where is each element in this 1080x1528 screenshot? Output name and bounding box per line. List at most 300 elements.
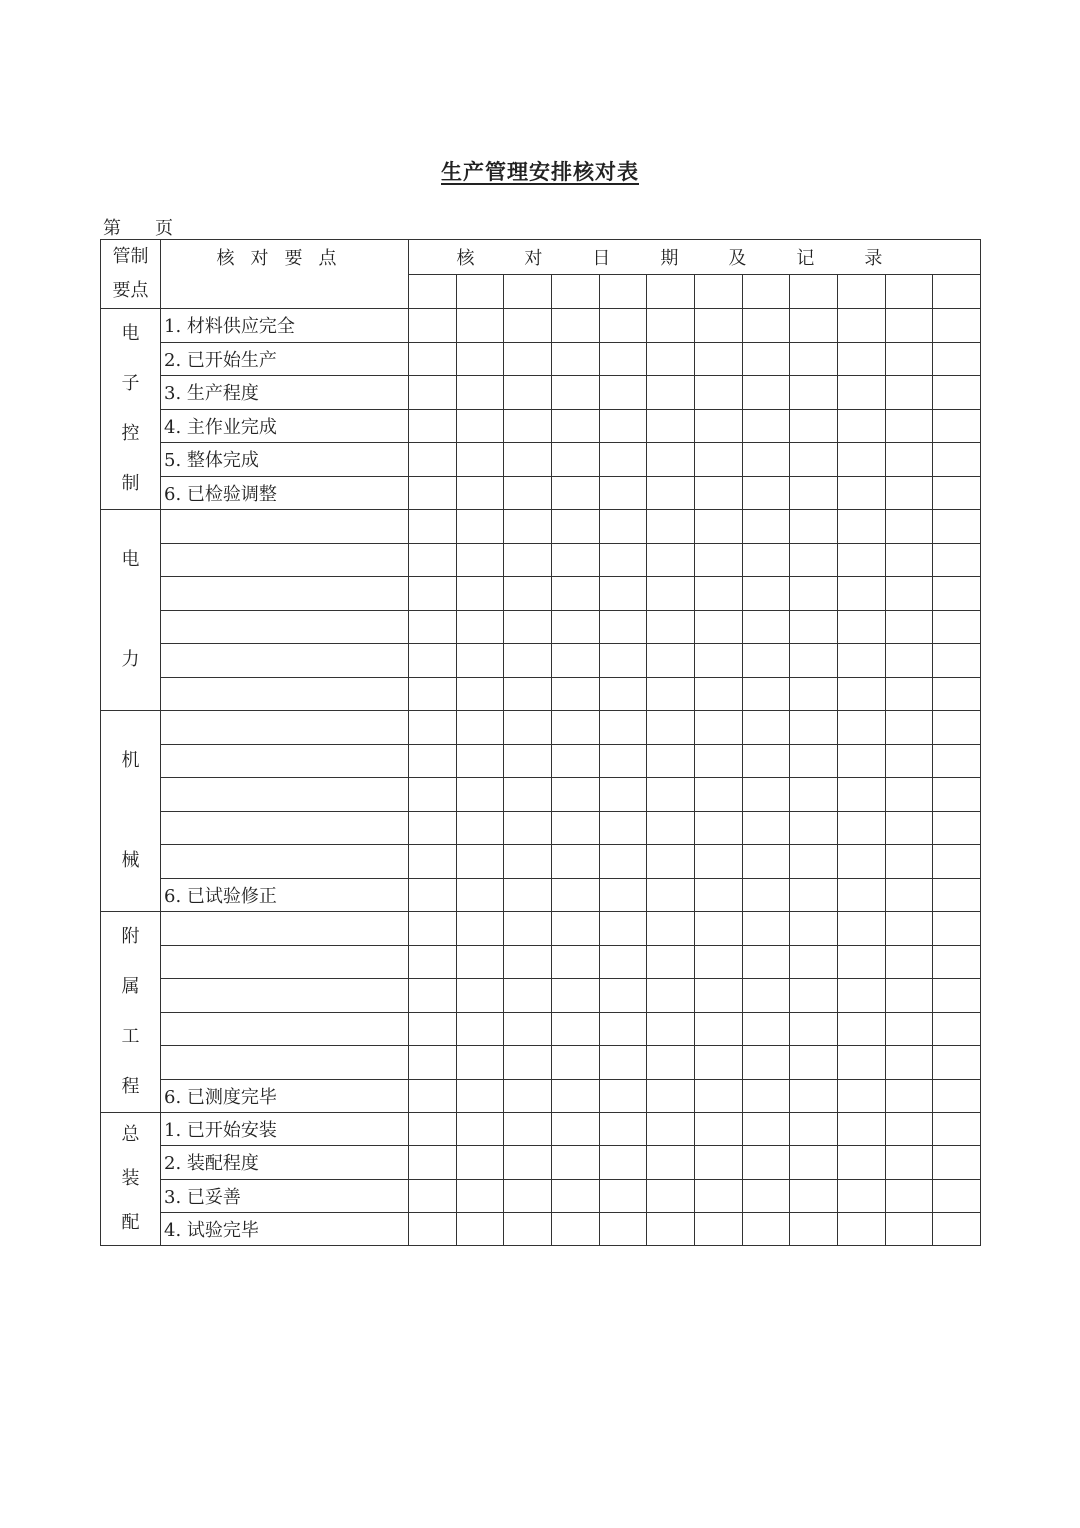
record-cell[interactable]	[742, 309, 790, 343]
date-column-cell[interactable]	[790, 274, 838, 309]
record-cell[interactable]	[456, 1113, 504, 1146]
record-cell[interactable]	[551, 744, 599, 778]
record-cell[interactable]	[409, 1212, 457, 1245]
record-cell[interactable]	[837, 1012, 885, 1046]
record-cell[interactable]	[694, 543, 742, 577]
record-cell[interactable]	[504, 1113, 552, 1146]
record-cell[interactable]	[742, 376, 790, 410]
record-cell[interactable]	[837, 979, 885, 1013]
record-cell[interactable]	[837, 1146, 885, 1179]
record-cell[interactable]	[456, 443, 504, 477]
record-cell[interactable]	[456, 811, 504, 845]
record-cell[interactable]	[504, 1012, 552, 1046]
record-cell[interactable]	[885, 443, 933, 477]
record-cell[interactable]	[456, 1146, 504, 1179]
record-cell[interactable]	[456, 945, 504, 979]
record-cell[interactable]	[456, 979, 504, 1013]
record-cell[interactable]	[409, 811, 457, 845]
record-cell[interactable]	[885, 744, 933, 778]
record-cell[interactable]	[694, 677, 742, 711]
record-cell[interactable]	[599, 878, 647, 912]
record-cell[interactable]	[837, 845, 885, 879]
record-cell[interactable]	[933, 1012, 981, 1046]
record-cell[interactable]	[885, 912, 933, 946]
record-cell[interactable]	[933, 811, 981, 845]
record-cell[interactable]	[647, 1179, 695, 1212]
record-cell[interactable]	[885, 577, 933, 611]
record-cell[interactable]	[790, 577, 838, 611]
record-cell[interactable]	[599, 376, 647, 410]
record-cell[interactable]	[551, 979, 599, 1013]
record-cell[interactable]	[933, 476, 981, 510]
record-cell[interactable]	[456, 610, 504, 644]
record-cell[interactable]	[790, 1212, 838, 1245]
record-cell[interactable]	[409, 1179, 457, 1212]
record-cell[interactable]	[456, 744, 504, 778]
record-cell[interactable]	[599, 711, 647, 745]
record-cell[interactable]	[837, 309, 885, 343]
record-cell[interactable]	[790, 811, 838, 845]
record-cell[interactable]	[790, 744, 838, 778]
date-column-cell[interactable]	[647, 274, 695, 309]
record-cell[interactable]	[837, 476, 885, 510]
record-cell[interactable]	[456, 845, 504, 879]
record-cell[interactable]	[647, 878, 695, 912]
record-cell[interactable]	[837, 711, 885, 745]
record-cell[interactable]	[599, 543, 647, 577]
date-column-cell[interactable]	[504, 274, 552, 309]
record-cell[interactable]	[742, 342, 790, 376]
record-cell[interactable]	[742, 644, 790, 678]
record-cell[interactable]	[933, 878, 981, 912]
record-cell[interactable]	[647, 912, 695, 946]
record-cell[interactable]	[742, 1113, 790, 1146]
record-cell[interactable]	[647, 1012, 695, 1046]
record-cell[interactable]	[647, 543, 695, 577]
record-cell[interactable]	[885, 309, 933, 343]
record-cell[interactable]	[647, 577, 695, 611]
record-cell[interactable]	[837, 744, 885, 778]
record-cell[interactable]	[504, 309, 552, 343]
record-cell[interactable]	[504, 845, 552, 879]
record-cell[interactable]	[599, 845, 647, 879]
record-cell[interactable]	[599, 1179, 647, 1212]
record-cell[interactable]	[599, 677, 647, 711]
record-cell[interactable]	[551, 644, 599, 678]
record-cell[interactable]	[456, 409, 504, 443]
record-cell[interactable]	[504, 811, 552, 845]
record-cell[interactable]	[885, 1012, 933, 1046]
record-cell[interactable]	[885, 1179, 933, 1212]
record-cell[interactable]	[551, 476, 599, 510]
record-cell[interactable]	[837, 945, 885, 979]
record-cell[interactable]	[694, 711, 742, 745]
record-cell[interactable]	[599, 1113, 647, 1146]
record-cell[interactable]	[409, 1113, 457, 1146]
record-cell[interactable]	[504, 979, 552, 1013]
record-cell[interactable]	[885, 878, 933, 912]
record-cell[interactable]	[551, 543, 599, 577]
record-cell[interactable]	[551, 1113, 599, 1146]
record-cell[interactable]	[409, 376, 457, 410]
record-cell[interactable]	[647, 711, 695, 745]
record-cell[interactable]	[790, 543, 838, 577]
record-cell[interactable]	[837, 510, 885, 544]
record-cell[interactable]	[885, 711, 933, 745]
record-cell[interactable]	[742, 945, 790, 979]
record-cell[interactable]	[885, 778, 933, 812]
date-column-cell[interactable]	[694, 274, 742, 309]
record-cell[interactable]	[694, 945, 742, 979]
record-cell[interactable]	[409, 1012, 457, 1046]
record-cell[interactable]	[456, 1212, 504, 1245]
record-cell[interactable]	[409, 912, 457, 946]
record-cell[interactable]	[742, 1012, 790, 1046]
date-column-cell[interactable]	[885, 274, 933, 309]
record-cell[interactable]	[551, 409, 599, 443]
record-cell[interactable]	[599, 342, 647, 376]
record-cell[interactable]	[837, 610, 885, 644]
record-cell[interactable]	[790, 878, 838, 912]
record-cell[interactable]	[837, 1113, 885, 1146]
record-cell[interactable]	[933, 510, 981, 544]
record-cell[interactable]	[456, 476, 504, 510]
record-cell[interactable]	[409, 443, 457, 477]
record-cell[interactable]	[742, 912, 790, 946]
record-cell[interactable]	[647, 342, 695, 376]
record-cell[interactable]	[694, 510, 742, 544]
record-cell[interactable]	[837, 409, 885, 443]
record-cell[interactable]	[790, 644, 838, 678]
record-cell[interactable]	[694, 912, 742, 946]
record-cell[interactable]	[504, 610, 552, 644]
record-cell[interactable]	[694, 644, 742, 678]
record-cell[interactable]	[933, 845, 981, 879]
record-cell[interactable]	[790, 476, 838, 510]
record-cell[interactable]	[551, 677, 599, 711]
record-cell[interactable]	[837, 1212, 885, 1245]
record-cell[interactable]	[885, 476, 933, 510]
record-cell[interactable]	[694, 878, 742, 912]
record-cell[interactable]	[551, 1146, 599, 1179]
record-cell[interactable]	[504, 443, 552, 477]
record-cell[interactable]	[742, 510, 790, 544]
record-cell[interactable]	[599, 443, 647, 477]
record-cell[interactable]	[837, 1046, 885, 1080]
record-cell[interactable]	[790, 309, 838, 343]
record-cell[interactable]	[837, 778, 885, 812]
record-cell[interactable]	[790, 1113, 838, 1146]
record-cell[interactable]	[694, 309, 742, 343]
record-cell[interactable]	[933, 1212, 981, 1245]
record-cell[interactable]	[933, 912, 981, 946]
record-cell[interactable]	[599, 811, 647, 845]
record-cell[interactable]	[504, 778, 552, 812]
record-cell[interactable]	[647, 443, 695, 477]
record-cell[interactable]	[647, 1212, 695, 1245]
record-cell[interactable]	[790, 677, 838, 711]
date-column-cell[interactable]	[933, 274, 981, 309]
record-cell[interactable]	[647, 811, 695, 845]
record-cell[interactable]	[551, 878, 599, 912]
record-cell[interactable]	[504, 912, 552, 946]
record-cell[interactable]	[694, 778, 742, 812]
record-cell[interactable]	[742, 1212, 790, 1245]
record-cell[interactable]	[599, 1146, 647, 1179]
record-cell[interactable]	[504, 1079, 552, 1113]
record-cell[interactable]	[933, 1046, 981, 1080]
record-cell[interactable]	[456, 644, 504, 678]
record-cell[interactable]	[933, 309, 981, 343]
record-cell[interactable]	[742, 845, 790, 879]
record-cell[interactable]	[742, 577, 790, 611]
record-cell[interactable]	[933, 1179, 981, 1212]
record-cell[interactable]	[551, 309, 599, 343]
record-cell[interactable]	[409, 342, 457, 376]
record-cell[interactable]	[694, 744, 742, 778]
record-cell[interactable]	[409, 979, 457, 1013]
record-cell[interactable]	[456, 510, 504, 544]
record-cell[interactable]	[647, 1113, 695, 1146]
record-cell[interactable]	[790, 409, 838, 443]
record-cell[interactable]	[647, 744, 695, 778]
record-cell[interactable]	[551, 845, 599, 879]
record-cell[interactable]	[933, 979, 981, 1013]
record-cell[interactable]	[790, 778, 838, 812]
record-cell[interactable]	[933, 1079, 981, 1113]
record-cell[interactable]	[504, 744, 552, 778]
date-column-cell[interactable]	[837, 274, 885, 309]
record-cell[interactable]	[551, 610, 599, 644]
record-cell[interactable]	[933, 677, 981, 711]
record-cell[interactable]	[551, 577, 599, 611]
record-cell[interactable]	[790, 443, 838, 477]
record-cell[interactable]	[885, 979, 933, 1013]
record-cell[interactable]	[885, 510, 933, 544]
record-cell[interactable]	[409, 945, 457, 979]
record-cell[interactable]	[790, 979, 838, 1013]
record-cell[interactable]	[885, 342, 933, 376]
record-cell[interactable]	[409, 510, 457, 544]
record-cell[interactable]	[885, 945, 933, 979]
record-cell[interactable]	[885, 811, 933, 845]
record-cell[interactable]	[694, 1046, 742, 1080]
record-cell[interactable]	[551, 510, 599, 544]
record-cell[interactable]	[647, 610, 695, 644]
record-cell[interactable]	[647, 476, 695, 510]
record-cell[interactable]	[409, 644, 457, 678]
record-cell[interactable]	[409, 711, 457, 745]
record-cell[interactable]	[694, 610, 742, 644]
record-cell[interactable]	[885, 644, 933, 678]
record-cell[interactable]	[504, 342, 552, 376]
record-cell[interactable]	[742, 979, 790, 1013]
record-cell[interactable]	[504, 711, 552, 745]
record-cell[interactable]	[837, 1179, 885, 1212]
record-cell[interactable]	[933, 342, 981, 376]
record-cell[interactable]	[933, 1113, 981, 1146]
record-cell[interactable]	[409, 1079, 457, 1113]
record-cell[interactable]	[933, 543, 981, 577]
record-cell[interactable]	[742, 744, 790, 778]
record-cell[interactable]	[551, 1079, 599, 1113]
record-cell[interactable]	[647, 845, 695, 879]
record-cell[interactable]	[504, 1212, 552, 1245]
record-cell[interactable]	[790, 711, 838, 745]
record-cell[interactable]	[790, 845, 838, 879]
record-cell[interactable]	[742, 778, 790, 812]
record-cell[interactable]	[885, 610, 933, 644]
record-cell[interactable]	[837, 912, 885, 946]
record-cell[interactable]	[933, 711, 981, 745]
record-cell[interactable]	[599, 1079, 647, 1113]
record-cell[interactable]	[885, 1212, 933, 1245]
record-cell[interactable]	[694, 443, 742, 477]
record-cell[interactable]	[694, 476, 742, 510]
record-cell[interactable]	[694, 1113, 742, 1146]
record-cell[interactable]	[647, 409, 695, 443]
record-cell[interactable]	[694, 845, 742, 879]
record-cell[interactable]	[409, 610, 457, 644]
record-cell[interactable]	[933, 443, 981, 477]
record-cell[interactable]	[409, 778, 457, 812]
record-cell[interactable]	[456, 677, 504, 711]
record-cell[interactable]	[933, 577, 981, 611]
record-cell[interactable]	[599, 476, 647, 510]
record-cell[interactable]	[742, 1179, 790, 1212]
record-cell[interactable]	[742, 677, 790, 711]
record-cell[interactable]	[551, 1179, 599, 1212]
record-cell[interactable]	[790, 1079, 838, 1113]
record-cell[interactable]	[456, 1046, 504, 1080]
record-cell[interactable]	[742, 878, 790, 912]
record-cell[interactable]	[647, 1146, 695, 1179]
record-cell[interactable]	[504, 409, 552, 443]
record-cell[interactable]	[409, 1046, 457, 1080]
record-cell[interactable]	[599, 1012, 647, 1046]
record-cell[interactable]	[694, 342, 742, 376]
record-cell[interactable]	[551, 443, 599, 477]
record-cell[interactable]	[647, 1079, 695, 1113]
record-cell[interactable]	[409, 677, 457, 711]
record-cell[interactable]	[647, 644, 695, 678]
record-cell[interactable]	[837, 443, 885, 477]
record-cell[interactable]	[504, 945, 552, 979]
record-cell[interactable]	[837, 811, 885, 845]
record-cell[interactable]	[933, 376, 981, 410]
record-cell[interactable]	[933, 778, 981, 812]
record-cell[interactable]	[504, 376, 552, 410]
record-cell[interactable]	[456, 711, 504, 745]
record-cell[interactable]	[885, 677, 933, 711]
record-cell[interactable]	[599, 409, 647, 443]
record-cell[interactable]	[409, 577, 457, 611]
record-cell[interactable]	[742, 1046, 790, 1080]
record-cell[interactable]	[742, 711, 790, 745]
record-cell[interactable]	[694, 979, 742, 1013]
record-cell[interactable]	[790, 1046, 838, 1080]
record-cell[interactable]	[456, 912, 504, 946]
record-cell[interactable]	[694, 376, 742, 410]
record-cell[interactable]	[551, 945, 599, 979]
record-cell[interactable]	[647, 510, 695, 544]
record-cell[interactable]	[504, 1179, 552, 1212]
record-cell[interactable]	[456, 778, 504, 812]
record-cell[interactable]	[742, 811, 790, 845]
record-cell[interactable]	[837, 677, 885, 711]
record-cell[interactable]	[694, 811, 742, 845]
record-cell[interactable]	[409, 543, 457, 577]
record-cell[interactable]	[504, 878, 552, 912]
record-cell[interactable]	[551, 1046, 599, 1080]
record-cell[interactable]	[694, 577, 742, 611]
record-cell[interactable]	[885, 1146, 933, 1179]
record-cell[interactable]	[742, 476, 790, 510]
record-cell[interactable]	[551, 711, 599, 745]
record-cell[interactable]	[504, 677, 552, 711]
date-column-cell[interactable]	[551, 274, 599, 309]
record-cell[interactable]	[456, 878, 504, 912]
record-cell[interactable]	[647, 778, 695, 812]
record-cell[interactable]	[409, 309, 457, 343]
record-cell[interactable]	[599, 979, 647, 1013]
record-cell[interactable]	[742, 409, 790, 443]
record-cell[interactable]	[504, 644, 552, 678]
record-cell[interactable]	[647, 979, 695, 1013]
record-cell[interactable]	[790, 1146, 838, 1179]
record-cell[interactable]	[551, 342, 599, 376]
record-cell[interactable]	[456, 1179, 504, 1212]
record-cell[interactable]	[742, 1146, 790, 1179]
record-cell[interactable]	[790, 912, 838, 946]
record-cell[interactable]	[885, 1079, 933, 1113]
record-cell[interactable]	[599, 610, 647, 644]
record-cell[interactable]	[933, 610, 981, 644]
record-cell[interactable]	[790, 342, 838, 376]
record-cell[interactable]	[504, 1146, 552, 1179]
record-cell[interactable]	[837, 342, 885, 376]
record-cell[interactable]	[837, 577, 885, 611]
record-cell[interactable]	[599, 945, 647, 979]
record-cell[interactable]	[599, 309, 647, 343]
record-cell[interactable]	[647, 309, 695, 343]
record-cell[interactable]	[551, 376, 599, 410]
date-column-cell[interactable]	[599, 274, 647, 309]
record-cell[interactable]	[837, 1079, 885, 1113]
record-cell[interactable]	[504, 510, 552, 544]
record-cell[interactable]	[790, 945, 838, 979]
record-cell[interactable]	[742, 443, 790, 477]
record-cell[interactable]	[456, 1012, 504, 1046]
record-cell[interactable]	[790, 1179, 838, 1212]
record-cell[interactable]	[409, 476, 457, 510]
record-cell[interactable]	[885, 543, 933, 577]
record-cell[interactable]	[599, 778, 647, 812]
record-cell[interactable]	[742, 543, 790, 577]
record-cell[interactable]	[551, 912, 599, 946]
record-cell[interactable]	[551, 1012, 599, 1046]
record-cell[interactable]	[790, 510, 838, 544]
record-cell[interactable]	[885, 376, 933, 410]
record-cell[interactable]	[456, 543, 504, 577]
record-cell[interactable]	[885, 409, 933, 443]
record-cell[interactable]	[599, 1212, 647, 1245]
record-cell[interactable]	[409, 845, 457, 879]
record-cell[interactable]	[456, 577, 504, 611]
record-cell[interactable]	[551, 778, 599, 812]
record-cell[interactable]	[933, 1146, 981, 1179]
record-cell[interactable]	[885, 845, 933, 879]
